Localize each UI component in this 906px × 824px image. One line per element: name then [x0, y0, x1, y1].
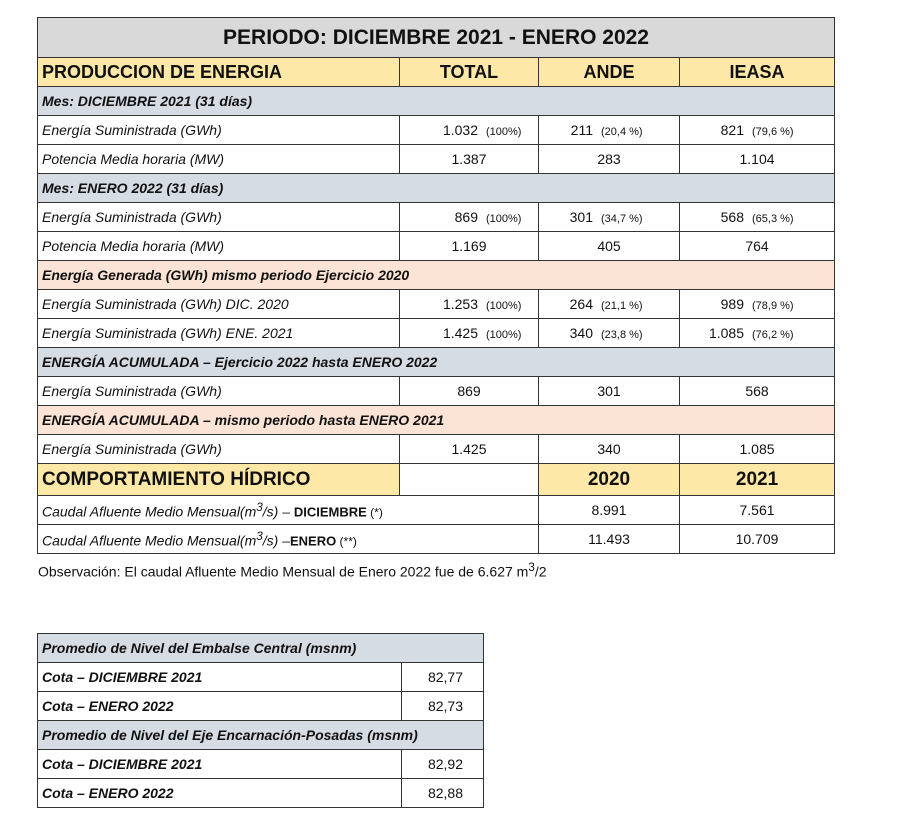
table-row	[38, 232, 835, 261]
section-row-ene-2022	[38, 174, 835, 203]
table-row	[38, 116, 835, 145]
observation-note	[38, 561, 547, 580]
section-row-gen-2020	[38, 261, 835, 290]
percent: (20,4 %)	[601, 126, 643, 138]
header-produccion: PRODUCCION DE ENERGIA	[38, 58, 400, 87]
footnote-mark: (**)	[336, 534, 357, 549]
year-2021: 2021	[680, 464, 835, 496]
table-row	[38, 692, 484, 721]
section-label: Mes: ENERO 2022 (31 días)	[38, 174, 835, 203]
cell-ande	[539, 203, 680, 232]
percent: (100%)	[486, 300, 522, 312]
section-label: Promedio de Nivel del Eje Encarnación-Posadas (msnm)	[38, 721, 484, 750]
energy-production-table	[37, 17, 835, 554]
section-row-acum-2021	[38, 406, 835, 435]
percent: (23,8 %)	[601, 329, 643, 341]
value: 821	[720, 122, 744, 138]
percent: (65,3 %)	[752, 213, 794, 225]
cell-value: 82,73	[402, 692, 484, 721]
row-label: Potencia Media horaria (MW)	[38, 232, 400, 261]
cell-ieasa: 1.104	[680, 145, 835, 174]
superscript: 3	[528, 561, 535, 574]
row-label: Cota – ENERO 2022	[38, 779, 402, 808]
cell-ieasa: 1.085	[680, 435, 835, 464]
label-text: /s) –	[262, 503, 294, 520]
row-label: Energía Suministrada (GWh)	[38, 116, 400, 145]
cell-2020: 8.991	[539, 496, 680, 525]
label-text: Caudal Afluente Medio Mensual(m	[42, 503, 257, 520]
table-row	[38, 750, 484, 779]
row-label: Energía Suministrada (GWh) DIC. 2020	[38, 290, 400, 319]
table-row	[38, 145, 835, 174]
cell-ande	[539, 319, 680, 348]
header-ieasa: IEASA	[680, 58, 835, 87]
month-keyword: DICIEMBRE	[293, 504, 367, 520]
cell-ieasa	[680, 290, 835, 319]
value: 1.085	[708, 325, 744, 341]
cell-ande: 405	[539, 232, 680, 261]
cell-value: 82,88	[402, 779, 484, 808]
cell-total	[400, 319, 539, 348]
section-label: ENERGÍA ACUMULADA – mismo periodo hasta ENERO 2021	[38, 406, 835, 435]
value: 568	[720, 209, 744, 225]
table-row	[38, 663, 484, 692]
table-row	[38, 290, 835, 319]
hidrico-label: COMPORTAMIENTO HÍDRICO	[38, 464, 400, 496]
row-label: Energía Suministrada (GWh)	[38, 377, 400, 406]
section-label: Energía Generada (GWh) mismo periodo Ejercicio 2020	[38, 261, 835, 290]
section-row-dic-2021	[38, 87, 835, 116]
cell-total	[400, 203, 539, 232]
caudal-diciembre-label	[38, 496, 539, 525]
month-keyword: ENERO	[289, 533, 337, 549]
cell-2020: 11.493	[539, 525, 680, 554]
cell-2021: 10.709	[680, 525, 835, 554]
cell-2021: 7.561	[680, 496, 835, 525]
row-label: Cota – ENERO 2022	[38, 692, 402, 721]
section-row-acum-2022	[38, 348, 835, 377]
header-ande: ANDE	[539, 58, 680, 87]
row-label: Potencia Media horaria (MW)	[38, 145, 400, 174]
year-2020: 2020	[539, 464, 680, 496]
percent: (76,2 %)	[752, 329, 794, 341]
cell-value: 82,77	[402, 663, 484, 692]
value: 264	[569, 296, 593, 312]
section-label: Mes: DICIEMBRE 2021 (31 días)	[38, 87, 835, 116]
cell-total	[400, 290, 539, 319]
row-label: Energía Suministrada (GWh) ENE. 2021	[38, 319, 400, 348]
percent: (79,6 %)	[752, 126, 794, 138]
percent: (34,7 %)	[601, 213, 643, 225]
percent: (100%)	[486, 329, 522, 341]
section-row-central	[38, 634, 484, 663]
cell-ieasa: 568	[680, 377, 835, 406]
section-row-eje	[38, 721, 484, 750]
value: 301	[569, 209, 593, 225]
cell-ande: 301	[539, 377, 680, 406]
empty-cell	[400, 464, 539, 496]
cell-total: 1.169	[400, 232, 539, 261]
observation-text: Observación: El caudal Afluente Medio Mensual de Enero 2022 fue de 6.627 m	[38, 563, 529, 580]
table-row	[38, 203, 835, 232]
value: 1.253	[442, 296, 478, 312]
table-row	[38, 525, 835, 554]
cell-ande	[539, 116, 680, 145]
period-title: PERIODO: DICIEMBRE 2021 - ENERO 2022	[38, 18, 835, 58]
value: 211	[570, 122, 593, 138]
cell-ande	[539, 290, 680, 319]
percent: (78,9 %)	[752, 300, 794, 312]
caudal-enero-label	[38, 525, 539, 554]
cell-ande: 283	[539, 145, 680, 174]
cell-total: 869	[400, 377, 539, 406]
superscript: 3	[256, 529, 263, 543]
percent: (21,1 %)	[601, 300, 643, 312]
cell-ieasa	[680, 319, 835, 348]
header-total: TOTAL	[400, 58, 539, 87]
label-text: /s) –	[262, 532, 290, 549]
table-title-row	[38, 18, 835, 58]
column-header-row	[38, 58, 835, 87]
value: 869	[454, 209, 478, 225]
value: 340	[569, 325, 593, 341]
table-row	[38, 496, 835, 525]
superscript: 3	[256, 500, 263, 514]
table-row	[38, 779, 484, 808]
table-row	[38, 377, 835, 406]
hidrico-header-row	[38, 464, 835, 496]
percent: (100%)	[486, 213, 522, 225]
value: 989	[720, 296, 744, 312]
section-label: ENERGÍA ACUMULADA – Ejercicio 2022 hasta ENERO 2022	[38, 348, 835, 377]
table-row	[38, 319, 835, 348]
value: 1.032	[442, 122, 478, 138]
cell-ieasa: 764	[680, 232, 835, 261]
label-text: Caudal Afluente Medio Mensual(m	[42, 532, 257, 549]
table-row	[38, 435, 835, 464]
observation-tail: /2	[534, 563, 547, 580]
value: 1.425	[442, 325, 478, 341]
cell-total	[400, 116, 539, 145]
row-label: Cota – DICIEMBRE 2021	[38, 663, 402, 692]
cell-ieasa	[680, 116, 835, 145]
cell-total: 1.387	[400, 145, 539, 174]
section-label: Promedio de Nivel del Embalse Central (msnm)	[38, 634, 484, 663]
cell-ieasa	[680, 203, 835, 232]
row-label: Energía Suministrada (GWh)	[38, 435, 400, 464]
row-label: Cota – DICIEMBRE 2021	[38, 750, 402, 779]
cell-ande: 340	[539, 435, 680, 464]
footnote-mark: (*)	[366, 505, 383, 520]
reservoir-level-table	[37, 633, 484, 808]
cell-total: 1.425	[400, 435, 539, 464]
row-label: Energía Suministrada (GWh)	[38, 203, 400, 232]
percent: (100%)	[486, 126, 522, 138]
cell-value: 82,92	[402, 750, 484, 779]
